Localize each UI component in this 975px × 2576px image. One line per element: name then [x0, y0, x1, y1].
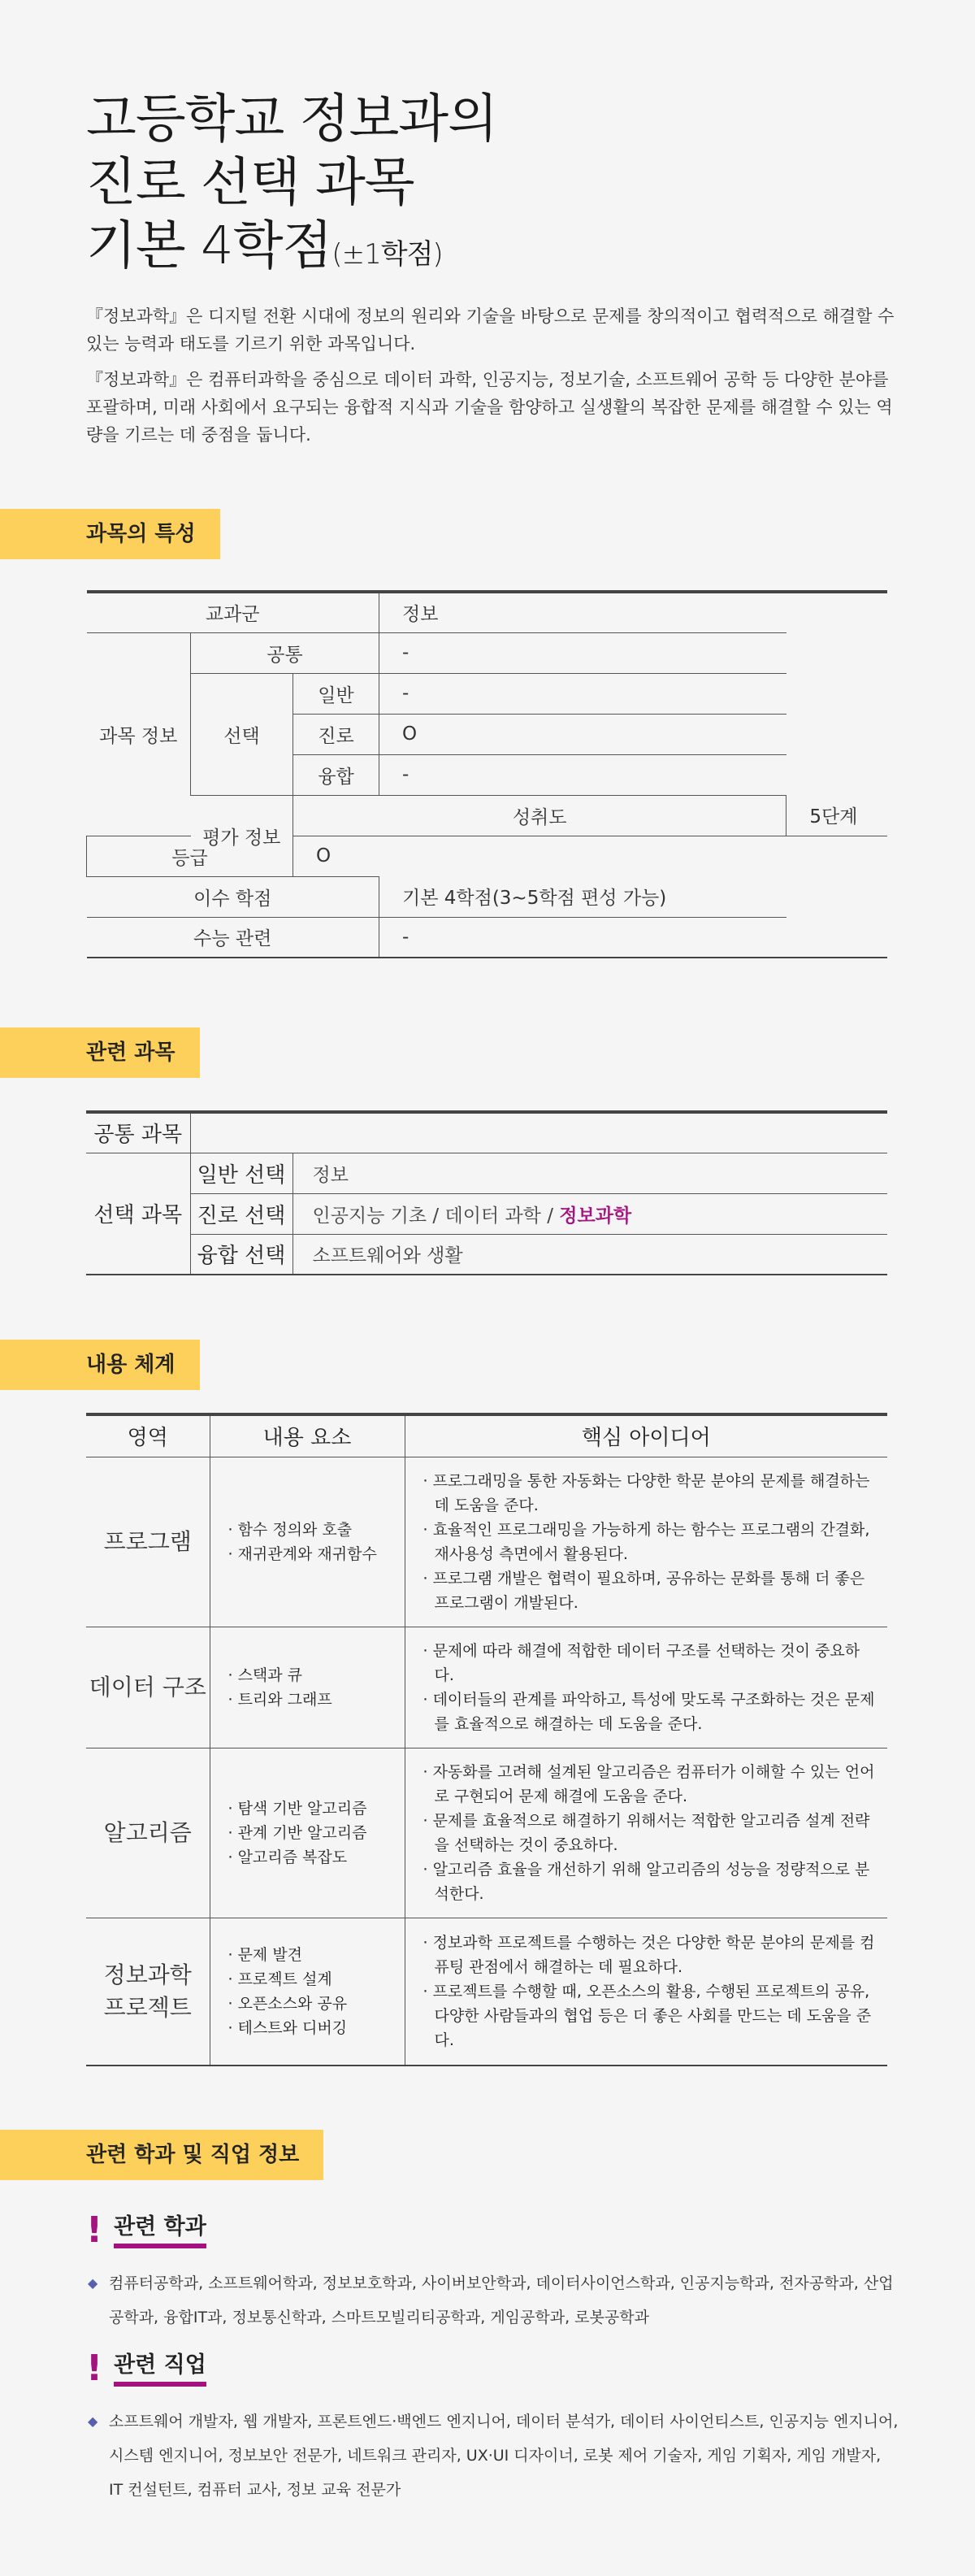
exclamation-icon: ! [86, 2209, 103, 2251]
intro-text [86, 302, 899, 457]
idea-item: · 문제를 효율적으로 해결하기 위해서는 적합한 알고리즘 설계 전략을 선택하는 것이 중요하다. [422, 1811, 870, 1854]
title-line-3 [86, 215, 497, 286]
common-value: - [379, 632, 786, 673]
header-elements: 내용 요소 [210, 1414, 405, 1457]
ideas-cell [405, 1627, 887, 1748]
exclamation-icon: ! [86, 2348, 103, 2389]
fusion-value: - [379, 754, 786, 795]
credits-label: 이수 학점 [87, 876, 379, 917]
common-label: 공통 [191, 632, 379, 673]
title-credits-range: (±1학점) [332, 238, 443, 271]
diamond-bullet-icon: ◆ [88, 2413, 98, 2429]
subject-info-label: 과목 정보 [87, 632, 191, 836]
idea-item: · 프로그램 개발은 협력이 필요하며, 공유하는 문화를 통해 더 좋은 프로그램이 개발된다. [422, 1569, 865, 1612]
job-list-text: 소프트웨어 개발자, 웹 개발자, 프론트엔드·백엔드 엔지니어, 데이터 분석가, 데이터 사이언티스트, 인공지능 엔지니어, 시스템 엔지니어, 정보보안 전문가, 네트워크 관리자, UX·UI 디자이너, 로봇 제어 기술자, 게임 기획자, 게임 개발자, IT 컨설턴트, 컴퓨터 교사, 정보 교육 전문가 [109, 2413, 899, 2499]
elements-cell [210, 1918, 405, 2066]
section-content-heading: 내용 체계 [0, 1340, 200, 1390]
section-related-heading: 관련 과목 [0, 1027, 200, 1078]
grade-label: 등급 [87, 836, 293, 876]
element-item: · 함수 정의와 호출 [228, 1520, 353, 1539]
career-choice-value [292, 1193, 887, 1234]
general-choice-label: 일반 선택 [190, 1153, 292, 1193]
general-value: - [379, 673, 786, 714]
career-value: O [379, 714, 786, 754]
table-row [86, 1918, 887, 2066]
area-line-1: 정보과학 [103, 1961, 192, 1988]
idea-item: · 효율적인 프로그래밍을 가능하게 하는 함수는 프로그램의 간결화, 재사용성 측면에서 활용된다. [422, 1520, 870, 1563]
fusion-choice-label: 융합 선택 [190, 1234, 292, 1275]
area-cell [86, 1918, 210, 2066]
features-table [86, 590, 887, 958]
choice-label: 선택 [191, 673, 293, 795]
dept-list [86, 2266, 899, 2335]
career-label: 진로 [293, 714, 379, 754]
group-value: 정보 [379, 592, 786, 632]
idea-item: · 문제에 따라 해결에 적합한 데이터 구조를 선택하는 것이 중요하다. [422, 1641, 860, 1684]
element-item: · 테스트와 디버깅 [228, 2018, 348, 2037]
elements-cell [210, 1457, 405, 1627]
grade-value: O [293, 836, 379, 876]
career-choice-label: 진로 선택 [190, 1193, 292, 1234]
title-credits: 기본 4학점 [86, 216, 332, 276]
header-area: 영역 [86, 1414, 210, 1457]
title-line-1: 고등학교 정보과의 [86, 89, 497, 150]
intro-paragraph-1: 『정보과학』은 디지털 전환 시대에 정보의 원리와 기술을 바탕으로 문제를 창의적이고 협력적으로 해결할 수 있는 능력과 태도를 기르기 위한 과목입니다. [86, 306, 895, 354]
element-item: · 프로젝트 설계 [228, 1970, 332, 1988]
dept-list-text: 컴퓨터공학과, 소프트웨어학과, 정보보호학과, 사이버보안학과, 데이터사이언스학과, 인공지능학과, 전자공학과, 산업공학과, 융합IT과, 정보통신학과, 스마트모빌리티공학과, 게임공학과, 로봇공학과 [109, 2274, 894, 2326]
section-features-heading: 과목의 특성 [0, 509, 220, 559]
table-row [86, 1748, 887, 1918]
ideas-cell [405, 1457, 887, 1627]
idea-item: · 프로젝트를 수행할 때, 오픈소스의 활용, 수행된 프로젝트의 공유, 다양한 사람들과의 협업 등은 더 좋은 사회를 만드는 데 도움을 준다. [422, 1982, 872, 2049]
element-item: · 트리와 그래프 [228, 1690, 332, 1709]
area-cell: 알고리즘 [86, 1748, 210, 1918]
choice-subject-label: 선택 과목 [86, 1153, 190, 1275]
idea-item: · 자동화를 고려해 설계된 알고리즘은 컴퓨터가 이해할 수 있는 언어로 구현되어 문제 해결에 도움을 준다. [422, 1762, 875, 1805]
idea-item: · 정보과학 프로젝트를 수행하는 것은 다양한 학문 분야의 문제를 컴퓨팅 관점에서 해결하는 데 필요하다. [422, 1933, 875, 1976]
area-cell: 프로그램 [86, 1457, 210, 1627]
achievement-label: 성취도 [293, 795, 786, 836]
diamond-bullet-icon: ◆ [88, 2275, 98, 2291]
fusion-label: 융합 [293, 754, 379, 795]
job-heading [86, 2348, 206, 2389]
header-ideas: 핵심 아이디어 [405, 1414, 887, 1457]
idea-item: · 알고리즘 효율을 개선하기 위해 알고리즘의 성능을 정량적으로 분석한다. [422, 1860, 870, 1903]
group-label: 교과군 [87, 592, 379, 632]
job-heading-text: 관련 직업 [114, 2351, 206, 2387]
job-list [86, 2404, 899, 2507]
csat-value: - [379, 917, 786, 958]
general-choice-value: 정보 [292, 1153, 887, 1193]
element-item: · 스택과 큐 [228, 1666, 303, 1684]
common-subject-label: 공통 과목 [86, 1112, 190, 1153]
element-item: · 문제 발견 [228, 1945, 303, 1964]
credits-value: 기본 4학점(3~5학점 편성 가능) [379, 876, 786, 917]
dept-heading [86, 2209, 206, 2251]
content-system-table [86, 1413, 887, 2066]
common-subject-value [190, 1112, 887, 1153]
title-line-2: 진로 선택 과목 [86, 153, 414, 213]
element-item: · 재귀관계와 재귀함수 [228, 1544, 377, 1563]
section-careers-heading: 관련 학과 및 직업 정보 [0, 2130, 323, 2180]
idea-item: · 데이터들의 관계를 파악하고, 특성에 맞도록 구조화하는 것은 문제를 효율적으로 해결하는 데 도움을 준다. [422, 1690, 875, 1733]
table-row [86, 1457, 887, 1627]
table-row [86, 1627, 887, 1748]
achievement-value: 5단계 [786, 795, 887, 836]
career-choice-text: 인공지능 기초 / 데이터 과학 / [312, 1205, 560, 1227]
element-item: · 탐색 기반 알고리즘 [228, 1799, 367, 1818]
fusion-choice-value: 소프트웨어와 생활 [292, 1234, 887, 1275]
intro-paragraph-2: 『정보과학』은 컴퓨터과학을 중심으로 데이터 과학, 인공지능, 정보기술, 소프트웨어 공학 등 다양한 분야를 포괄하며, 미래 사회에서 요구되는 융합적 지식과 기술을 함양하고 실생활의 복잡한 문제를 해결할 수 있는 역량을 기르는 데 중점을 둡니다. [86, 370, 893, 445]
idea-item: · 프로그래밍을 통한 자동화는 다양한 학문 분야의 문제를 해결하는 데 도움을 준다. [422, 1471, 870, 1514]
ideas-cell [405, 1748, 887, 1918]
eval-info-label: 평가 정보 [191, 795, 293, 876]
dept-heading-text: 관련 학과 [114, 2213, 206, 2248]
area-cell: 데이터 구조 [86, 1627, 210, 1748]
element-item: · 알고리즘 복잡도 [228, 1848, 348, 1866]
elements-cell [210, 1748, 405, 1918]
career-choice-highlight: 정보과학 [559, 1205, 632, 1227]
page-title [86, 88, 497, 286]
ideas-cell [405, 1918, 887, 2066]
csat-label: 수능 관련 [87, 917, 379, 958]
element-item: · 관계 기반 알고리즘 [228, 1823, 367, 1842]
element-item: · 오픈소스와 공유 [228, 1994, 348, 2013]
general-label: 일반 [293, 673, 379, 714]
area-line-2: 프로젝트 [103, 1993, 192, 2021]
related-subjects-table [86, 1110, 887, 1275]
elements-cell [210, 1627, 405, 1748]
